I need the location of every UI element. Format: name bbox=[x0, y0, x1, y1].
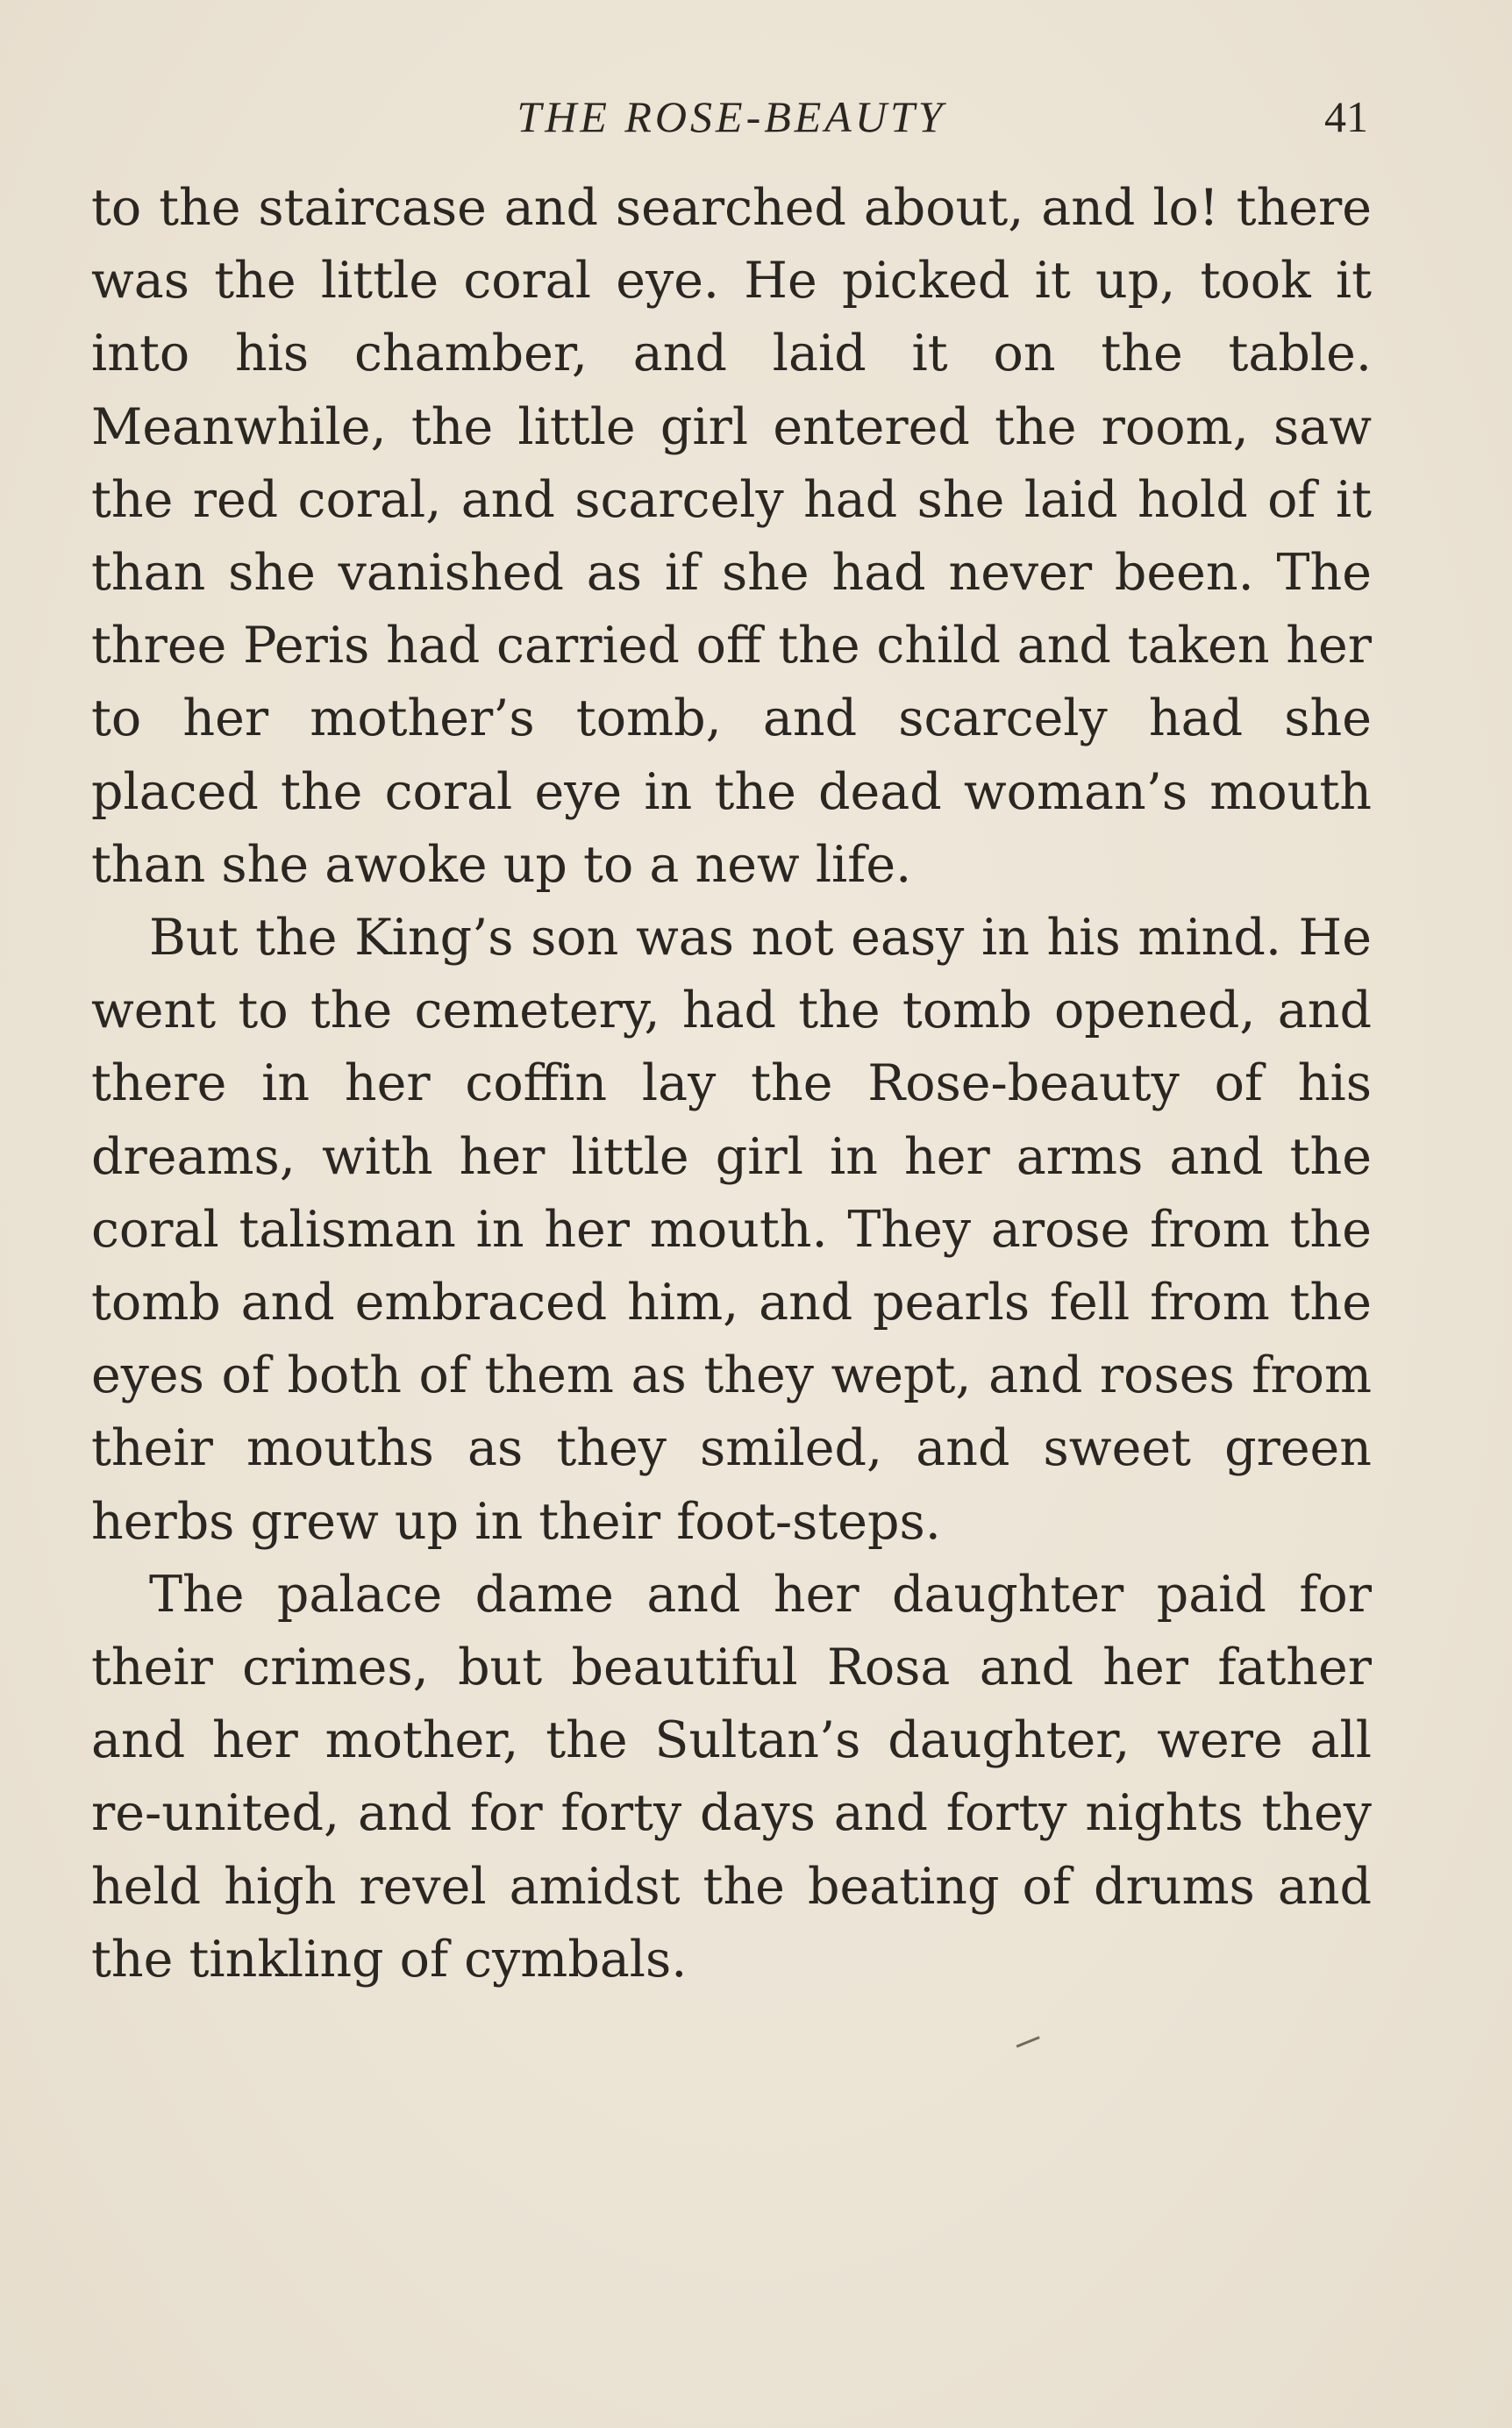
paragraph: The palace dame and her daughter paid for their crimes, but beautiful Rosa and her father and her mother, the Sultan’s daughter, were all re-united, and for forty days and forty nights they held high revel amidst the beating of drums and the tinkling of cymbals. bbox=[91, 1565, 1372, 1989]
page-number: 41 bbox=[1324, 92, 1368, 141]
paragraph: to the staircase and searched about, and lo! there was the little coral eye. He picked it up, took it into his chamber, and laid it on the table. Meanwhile, the little girl entered the room, saw the red coral, and scarcely had she laid hold of it than she vanished as if she had never been. The three Peris had carried off the child and taken her to her mother’s tomb, and scarcely had she placed the coral eye in the dead woman’s mouth than she awoke up to a new life. bbox=[91, 179, 1372, 894]
paragraph: But the King’s son was not easy in his mind. He went to the cemetery, had the tomb opened, and there in her coffin lay the Rose-beauty of his dreams, with her little girl in her arms and the coral talisman in her mouth. They arose from the tomb and embraced him, and pearls fell from the eyes of both of them as they wept, and roses from their mouths as they smiled, and sweet green herbs grew up in their foot-steps. bbox=[91, 909, 1372, 1551]
ink-speck bbox=[1016, 2036, 1044, 2056]
body-text bbox=[91, 172, 1372, 1996]
running-head bbox=[91, 86, 1372, 147]
running-title: THE ROSE-BEAUTY bbox=[517, 92, 946, 141]
